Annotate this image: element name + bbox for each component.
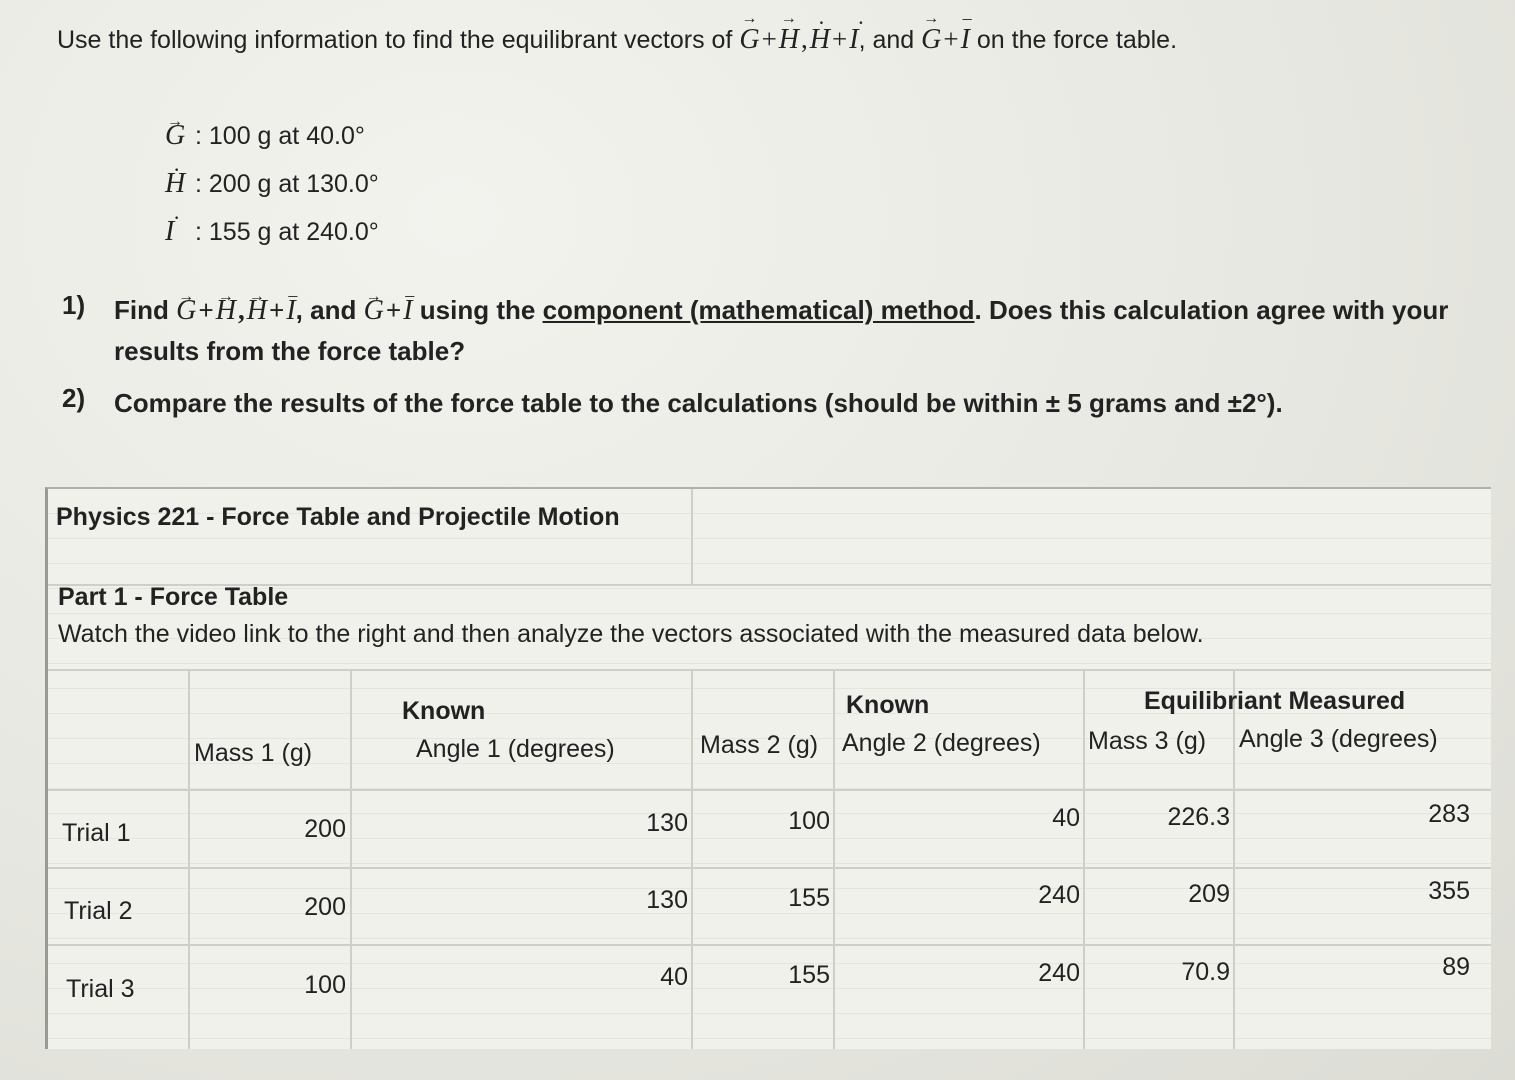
cell-value: 70.9 [1181,958,1230,986]
cell-value: 155 [788,961,830,989]
intro-suffix: on the force table. [976,26,1178,54]
vector-definition-i [165,208,379,256]
grid-line [1083,669,1085,1049]
vector-symbol: → G [165,112,195,159]
grid-line [48,669,1491,671]
vector-value: : 100 g at 40.0° [195,122,365,150]
vector-h-symbol: → H [216,291,236,331]
column-header-angle-3: Angle 3 (degrees) [1239,725,1438,753]
question-text-part: Find [114,295,169,325]
grid-line [48,944,1491,946]
vector-definitions [165,112,379,256]
cell-value: 240 [1038,959,1080,987]
vector-i-symbol: – I [403,291,412,331]
cell-value: 40 [660,963,688,991]
cell-value: 200 [304,893,346,921]
grid-line [188,669,190,1049]
column-header-angle-1: Angle 1 (degrees) [416,735,615,763]
intro-and: , and [858,26,915,54]
question-1 [62,290,1482,371]
question-text-part: using the [419,295,536,325]
cell-value: 240 [1038,881,1080,909]
vector-g-symbol: → G [921,24,941,56]
sheet-instructions: Watch the video link to the right and then analyze the vectors associated with the measured data below. [58,620,1204,648]
column-header-angle-2: Angle 2 (degrees) [842,729,1041,757]
cell-value: 283 [1428,800,1470,828]
vector-symbol: · H [165,160,195,207]
vector-value: : 200 g at 130.0° [195,170,379,198]
column-header-mass-3: Mass 3 (g) [1088,727,1207,755]
grid-line [1233,669,1235,1049]
vector-g-symbol: → G [739,24,759,56]
question-list [62,290,1482,435]
row-label-trial-3: Trial 3 [66,975,135,1003]
question-emphasis: component (mathematical) method [542,295,975,325]
vector-h-symbol: → H [779,24,799,56]
cell-value: 226.3 [1167,803,1230,831]
vector-definition-h [165,160,379,208]
grid-line [350,669,352,1049]
cell-value: 209 [1188,880,1230,908]
grid-line [48,867,1491,869]
grid-line [691,669,693,1049]
question-text: Find → G+→ H,→ H+– I, and → G+– I using the component (mathematical) method. Does this calculation agree with your results from the force table? [114,290,1482,371]
cell-value: 155 [788,884,830,912]
cell-value: 355 [1428,877,1470,905]
grid-line [833,669,835,1049]
vector-i-symbol: – I [286,291,295,331]
vector-i-symbol: – I [961,24,970,56]
column-header-mass-1: Mass 1 (g) [194,739,313,767]
question-number: 2) [62,383,86,413]
sheet-title: Physics 221 - Force Table and Projectile Motion [56,503,620,531]
vector-g-symbol: → G [176,291,196,331]
cell-value: 40 [1052,804,1080,832]
question-2 [62,383,1482,423]
question-number: 1) [62,290,86,320]
vector-g-symbol: → G [364,291,384,331]
cell-value: 89 [1442,953,1470,981]
cell-value: 200 [304,815,346,843]
intro-prefix: Use the following information to find the equilibrant vectors of [57,26,733,54]
vector-i-symbol: · I [849,24,858,56]
equilibriant-header: Equilibriant Measured [1144,687,1406,715]
vector-h-symbol: · H [810,24,830,56]
column-header-mass-2: Mass 2 (g) [700,731,819,759]
row-label-trial-2: Trial 2 [64,897,133,925]
part-title: Part 1 - Force Table [58,583,289,611]
grid-line [48,789,1491,791]
vector-definition-g [165,112,379,160]
spreadsheet [45,487,1491,1049]
question-text-part: . Does this calculation agree with your results from the force table? [114,295,1449,366]
cell-value: 130 [646,809,688,837]
known-header-2: Known [846,691,930,719]
vector-value: : 155 g at 240.0° [195,218,379,246]
question-text: Compare the results of the force table to the calculations (should be within ± 5 grams and ±2°). [114,388,1283,418]
cell-value: 100 [304,971,346,999]
cell-value: 100 [788,807,830,835]
cell-value: 130 [646,886,688,914]
question-text-part: , and [295,295,357,325]
vector-symbol: · I [165,208,195,255]
known-header-1: Known [402,697,486,725]
grid-line [691,489,693,584]
vector-h-symbol: → H [247,291,267,331]
row-label-trial-1: Trial 1 [62,819,131,847]
intro-line: Use the following information to find the equilibrant vectors of → G+→ H,· H+· I, and → G+– I on the force table. [57,24,1177,56]
